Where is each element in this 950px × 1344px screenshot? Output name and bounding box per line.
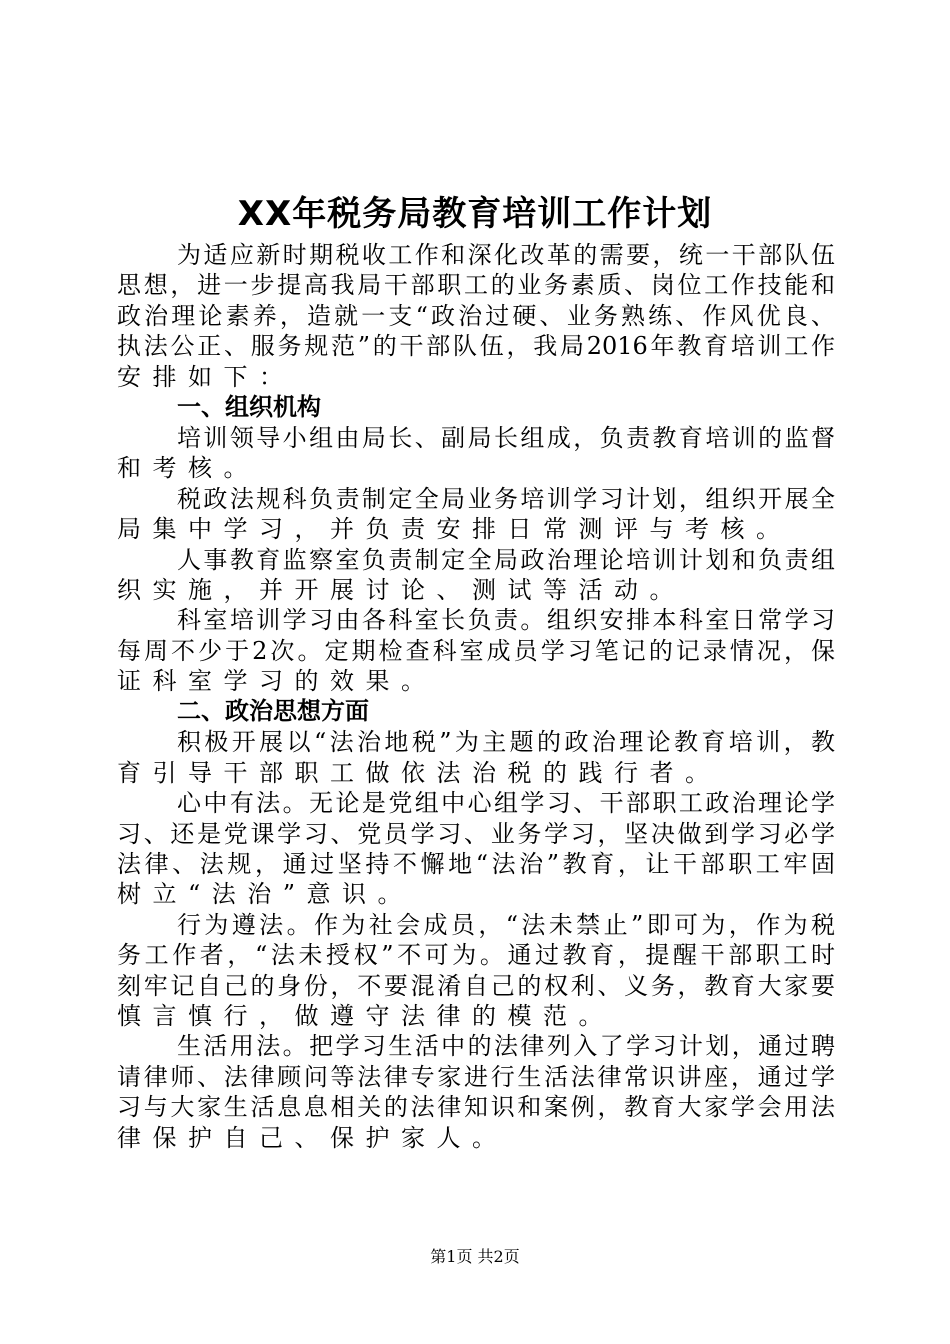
paragraph-line: 行为遵法。作为社会成员，“法未禁止”即可为，作为税 [177, 910, 835, 939]
paragraph [117, 910, 835, 1032]
paragraph-line: 执法公正、服务规范”的干部队伍，我局2016年教育培训工作 [117, 332, 835, 361]
paragraph-line: 为适应新时期税收工作和深化改革的需要，统一干部队伍 [177, 241, 835, 269]
paragraph [117, 605, 835, 696]
paragraph-line: 育引导干部职工做依法治税的践行者。 [117, 758, 721, 787]
paragraph [117, 484, 835, 545]
section-heading: 一、组织机构 [177, 392, 321, 421]
paragraph-line: 培训领导小组由局长、副局长组成，负责教育培训的监督 [177, 423, 835, 452]
paragraph-line: 习、还是党课学习、党员学习、业务学习，坚决做到学习必学 [117, 819, 835, 848]
paragraph-line: 织实施，并开展讨论、测试等活动。 [117, 575, 685, 604]
paragraph-line: 税政法规科负责制定全局业务培训学习计划，组织开展全 [177, 484, 835, 513]
paragraph-line: 树立“法治”意识。 [117, 880, 414, 909]
paragraph [117, 1031, 835, 1153]
paragraph [117, 788, 835, 910]
paragraph-line: 人事教育监察室负责制定全局政治理论培训计划和负责组 [177, 545, 835, 574]
paragraph-line: 证科室学习的效果。 [117, 667, 437, 696]
paragraph-line: 生活用法。把学习生活中的法律列入了学习计划，通过聘 [177, 1032, 835, 1061]
paragraph-line: 法律、法规，通过坚持不懈地“法治”教育，让干部职工牢固 [117, 850, 835, 879]
page-footer: 第1页 共2页 [430, 1247, 520, 1266]
paragraph [117, 240, 835, 392]
paragraph-line: 慎言慎行，做遵守法律的模范。 [117, 1001, 614, 1030]
paragraph-line: 积极开展以“法治地税”为主题的政治理论教育培训，教 [177, 728, 835, 757]
paragraph-line: 科室培训学习由各科室长负责。组织安排本科室日常学习 [177, 606, 835, 635]
document-title: XX年税务局教育培训工作计划 [237, 194, 713, 234]
paragraph-line: 刻牢记自己的身份，不要混淆自己的权利、义务，教育大家要 [117, 971, 835, 1000]
paragraph [117, 727, 835, 788]
document-body [117, 240, 835, 1153]
paragraph-line: 每周不少于2次。定期检查科室成员学习笔记的记录情况，保 [117, 636, 835, 665]
paragraph [117, 423, 835, 484]
paragraph-line: 请律师、法律顾问等法律专家进行生活法律常识讲座，通过学 [117, 1062, 835, 1091]
paragraph-line: 思想，进一步提高我局干部职工的业务素质、岗位工作技能和 [117, 271, 835, 300]
paragraph [117, 545, 835, 606]
paragraph-line: 习与大家生活息息相关的法律知识和案例，教育大家学会用法 [117, 1093, 835, 1122]
paragraph-line: 局集中学习，并负责安排日常测评与考核。 [117, 515, 792, 544]
paragraph-line: 和考核。 [117, 454, 259, 483]
paragraph-line: 务工作者，“法未授权”不可为。通过教育，提醒干部职工时 [117, 941, 835, 970]
paragraph-line: 安排如下： [117, 362, 295, 391]
paragraph-line: 律保护自己、保护家人。 [117, 1123, 508, 1152]
paragraph-line: 心中有法。无论是党组中心组学习、干部职工政治理论学 [177, 789, 835, 818]
paragraph-line: 政治理论素养，造就一支“政治过硬、业务熟练、作风优良、 [117, 301, 835, 330]
section-heading: 二、政治思想方面 [177, 697, 369, 726]
